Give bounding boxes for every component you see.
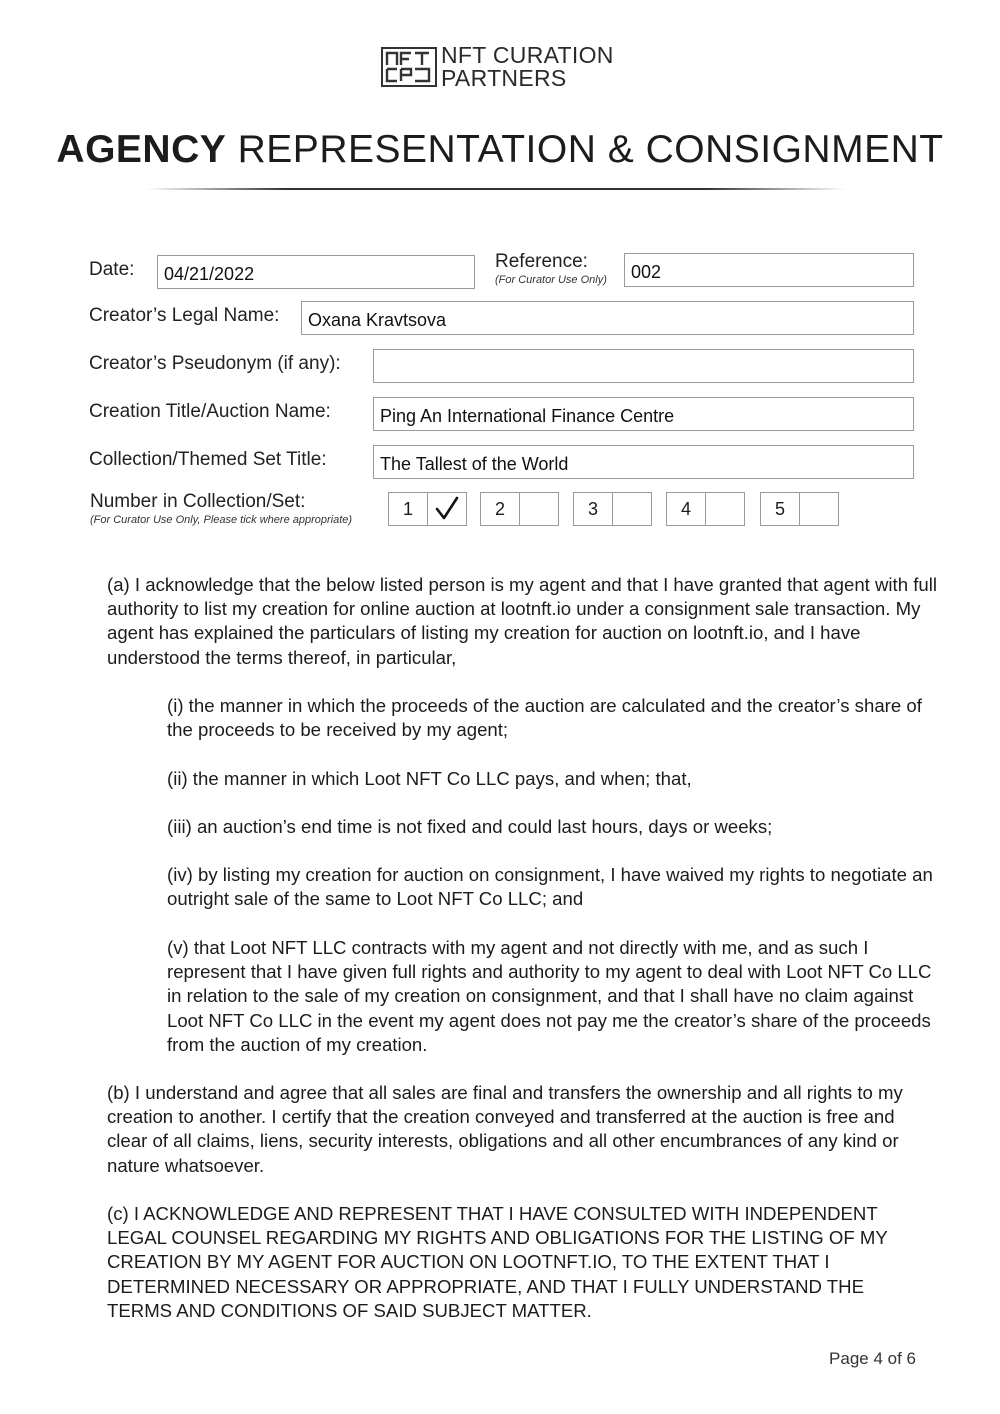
set-number-label: 1 xyxy=(389,493,428,525)
tick-box[interactable] xyxy=(800,493,838,525)
page-title xyxy=(0,128,1000,172)
date-label: Date: xyxy=(89,259,135,280)
set-number-option-1[interactable] xyxy=(388,492,467,526)
title-divider xyxy=(146,188,846,190)
number-note: (For Curator Use Only, Please tick where appropriate) xyxy=(90,514,353,526)
collection-field[interactable]: The Tallest of the World xyxy=(373,445,914,479)
creation-title-field[interactable]: Ping An International Finance Centre xyxy=(373,397,914,431)
legal-name-field[interactable]: Oxana Kravtsova xyxy=(301,301,914,335)
set-number-option-4[interactable] xyxy=(666,492,745,526)
logo-line-2: PARTNERS xyxy=(441,65,567,91)
clause-a-iii: (iii) an auction’s end time is not fixed and could last hours, days or weeks; xyxy=(167,816,773,837)
clause-c: (c) I ACKNOWLEDGE AND REPRESENT THAT I HAVE CONSULTED WITH INDEPENDENT LEGAL COUNSEL REGARDING MY RIGHTS AND OBLIGATIONS FOR THE LISTING OF MY CREATION BY MY AGENT FOR AUCTION ON LOOTNFT.IO, TO THE EXTENT THAT I DETERMINED NECESSARY OR APPROPRIATE, AND THAT I FULLY UNDERSTAND THE TERMS AND CONDITIONS OF SAID SUBJECT MATTER. xyxy=(107,1203,888,1321)
set-number-label: 5 xyxy=(761,493,800,525)
clause-a-ii: (ii) the manner in which Loot NFT Co LLC pays, and when; that, xyxy=(167,768,692,789)
clause-a-v: (v) that Loot NFT LLC contracts with my agent and not directly with me, and as such I represent that I have given full rights and authority to my agent to deal with Loot NFT Co LLC in relation to the sale of my creation on consignment, and that I shall have no claim against Loot NFT Co LLC in the event my agent does not pay me the creator’s share of the proceeds from the auction of my creation. xyxy=(167,937,932,1055)
pseudonym-field[interactable] xyxy=(373,349,914,383)
logo-wordmark xyxy=(441,44,614,90)
tick-box[interactable] xyxy=(613,493,651,525)
tick-box[interactable] xyxy=(706,493,744,525)
set-number-label: 2 xyxy=(481,493,520,525)
logo-line-1: NFT CURATION xyxy=(441,42,614,68)
pseudonym-label: Creator’s Pseudonym (if any): xyxy=(89,353,341,374)
date-field[interactable]: 04/21/2022 xyxy=(157,255,475,289)
reference-label: Reference: xyxy=(495,251,588,272)
check-mark-icon[interactable] xyxy=(428,493,466,525)
logo-mark xyxy=(381,47,437,87)
clause-a-iv: (iv) by listing my creation for auction on consignment, I have waived my rights to negotiate an outright sale of the same to Loot NFT Co LLC; and xyxy=(167,864,933,910)
set-number-option-5[interactable] xyxy=(760,492,839,526)
number-label: Number in Collection/Set: xyxy=(90,491,306,512)
clause-b: (b) I understand and agree that all sales are final and transfers the ownership and all rights to my creation to another. I certify that the creation conveyed and transferred at the auction is free and clear of all claims, liens, security interests, obligations and all other encumbrances of any kind or nature whatsoever. xyxy=(107,1082,903,1176)
set-number-label: 3 xyxy=(574,493,613,525)
clause-a-i: (i) the manner in which the proceeds of the auction are calculated and the creator’s share of the proceeds to be received by my agent; xyxy=(167,695,922,741)
collection-label: Collection/Themed Set Title: xyxy=(89,449,327,470)
reference-note: (For Curator Use Only) xyxy=(495,274,607,286)
page-number: Page 4 of 6 xyxy=(829,1349,916,1368)
tick-box[interactable] xyxy=(520,493,558,525)
set-number-option-3[interactable] xyxy=(573,492,652,526)
set-number-label: 4 xyxy=(667,493,706,525)
set-number-option-2[interactable] xyxy=(480,492,559,526)
title-bold: AGENCY xyxy=(56,128,227,171)
legal-name-label: Creator’s Legal Name: xyxy=(89,305,280,326)
clause-a: (a) I acknowledge that the below listed person is my agent and that I have granted that agent with full authority to list my creation for online auction at lootnft.io under a consignment sale transaction. My agent has explained the particulars of listing my creation for auction on lootnft.io, and I have understood the terms thereof, in particular, xyxy=(107,574,937,668)
title-rest: REPRESENTATION & CONSIGNMENT xyxy=(237,128,944,171)
reference-field[interactable]: 002 xyxy=(624,253,914,287)
creation-title-label: Creation Title/Auction Name: xyxy=(89,401,331,422)
